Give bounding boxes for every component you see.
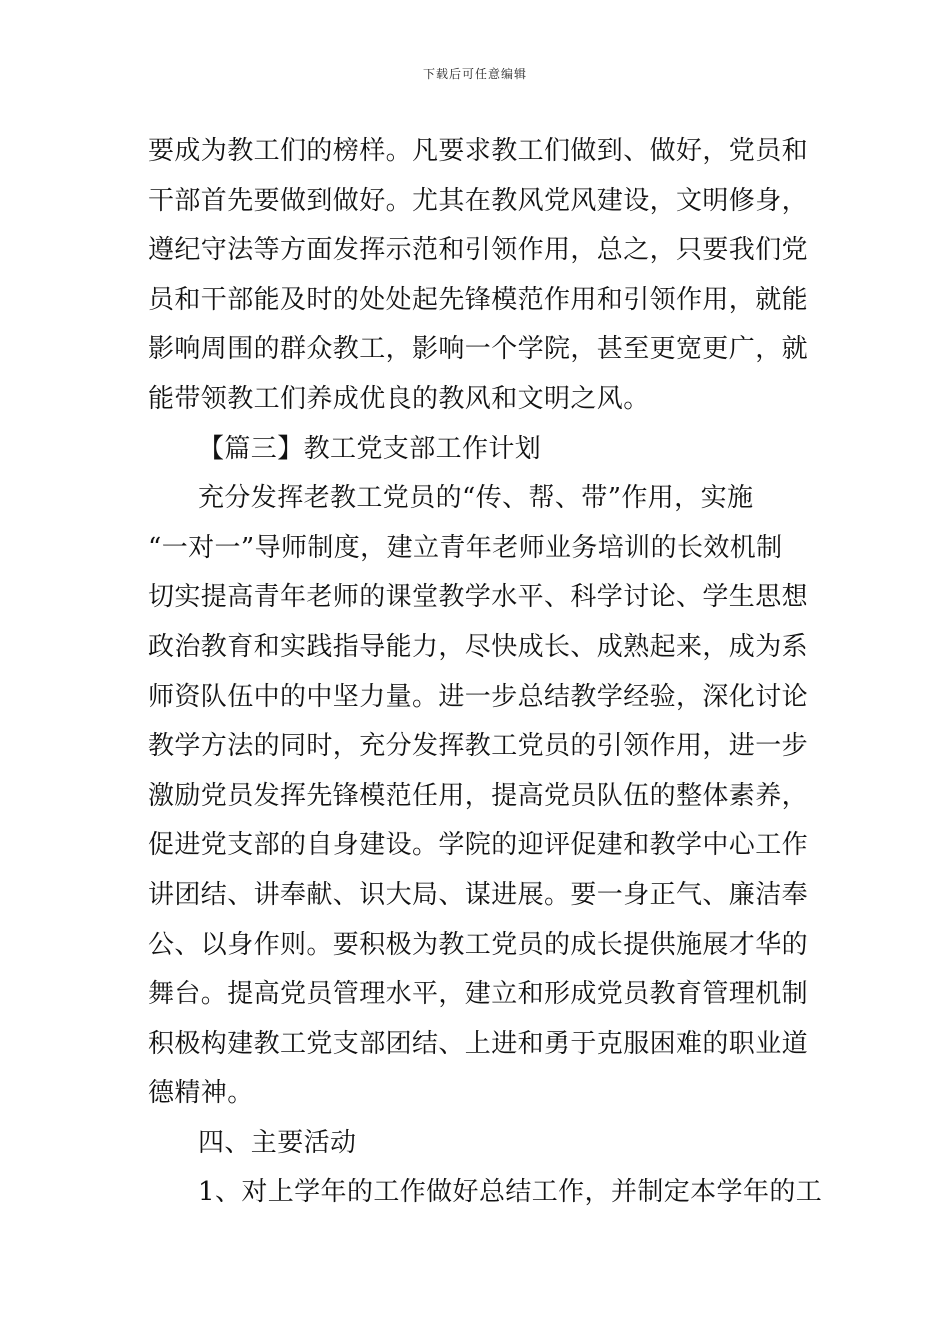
body-line: 充分发挥老教工党员的“传、帮、带”作用，实施 (198, 483, 754, 514)
page-header-note: 下载后可任意编辑 (422, 67, 527, 81)
section-heading: 四、主要活动 (198, 1127, 357, 1158)
body-line: 影响周围的群众教工，影响一个学院，甚至更宽更广，就 (148, 334, 809, 365)
body-line: 师资队伍中的中坚力量。进一步总结教学经验，深化讨论 (148, 681, 809, 712)
list-item: 1、对上学年的工作做好总结工作，并制定本学年的工 (198, 1177, 823, 1208)
body-line: 政治教育和实践指导能力，尽快成长、成熟起来，成为系 (148, 631, 809, 662)
body-line: 促进党支部的自身建设。学院的迎评促建和教学中心工作 (148, 830, 809, 861)
body-line: 讲团结、讲奉献、识大局、谋进展。要一身正气、廉洁奉 (148, 879, 809, 910)
section-heading: 【篇三】教工党支部工作计划 (198, 433, 542, 464)
body-line: 激励党员发挥先锋模范任用，提高党员队伍的整体素养， (148, 780, 809, 811)
body-line: 公、以身作则。要积极为教工党员的成长提供施展才华的 (148, 929, 809, 960)
body-line: 切实提高青年老师的课堂教学水平、科学讨论、学生思想 (148, 582, 809, 613)
body-line: 教学方法的同时，充分发挥教工党员的引领作用，进一步 (148, 731, 809, 762)
body-line: 舞台。提高党员管理水平，建立和形成党员教育管理机制 (148, 979, 809, 1010)
body-line: 能带领教工们养成优良的教风和文明之风。 (148, 383, 650, 414)
body-line: 员和干部能及时的处处起先锋模范作用和引领作用，就能 (148, 284, 809, 315)
body-line: 要成为教工们的榜样。凡要求教工们做到、做好，党员和 (148, 136, 809, 166)
body-line: 积极构建教工党支部团结、上进和勇于克服困难的职业道 (148, 1028, 809, 1059)
body-line: “一对一”导师制度，建立青年老师业务培训的长效机制 (148, 532, 783, 563)
body-line: 遵纪守法等方面发挥示范和引领作用，总之，只要我们党 (148, 235, 809, 266)
body-line: 干部首先要做到做好。尤其在教风党风建设，文明修身， (148, 185, 809, 216)
body-line: 德精神。 (148, 1078, 254, 1109)
document-body (148, 130, 823, 1221)
